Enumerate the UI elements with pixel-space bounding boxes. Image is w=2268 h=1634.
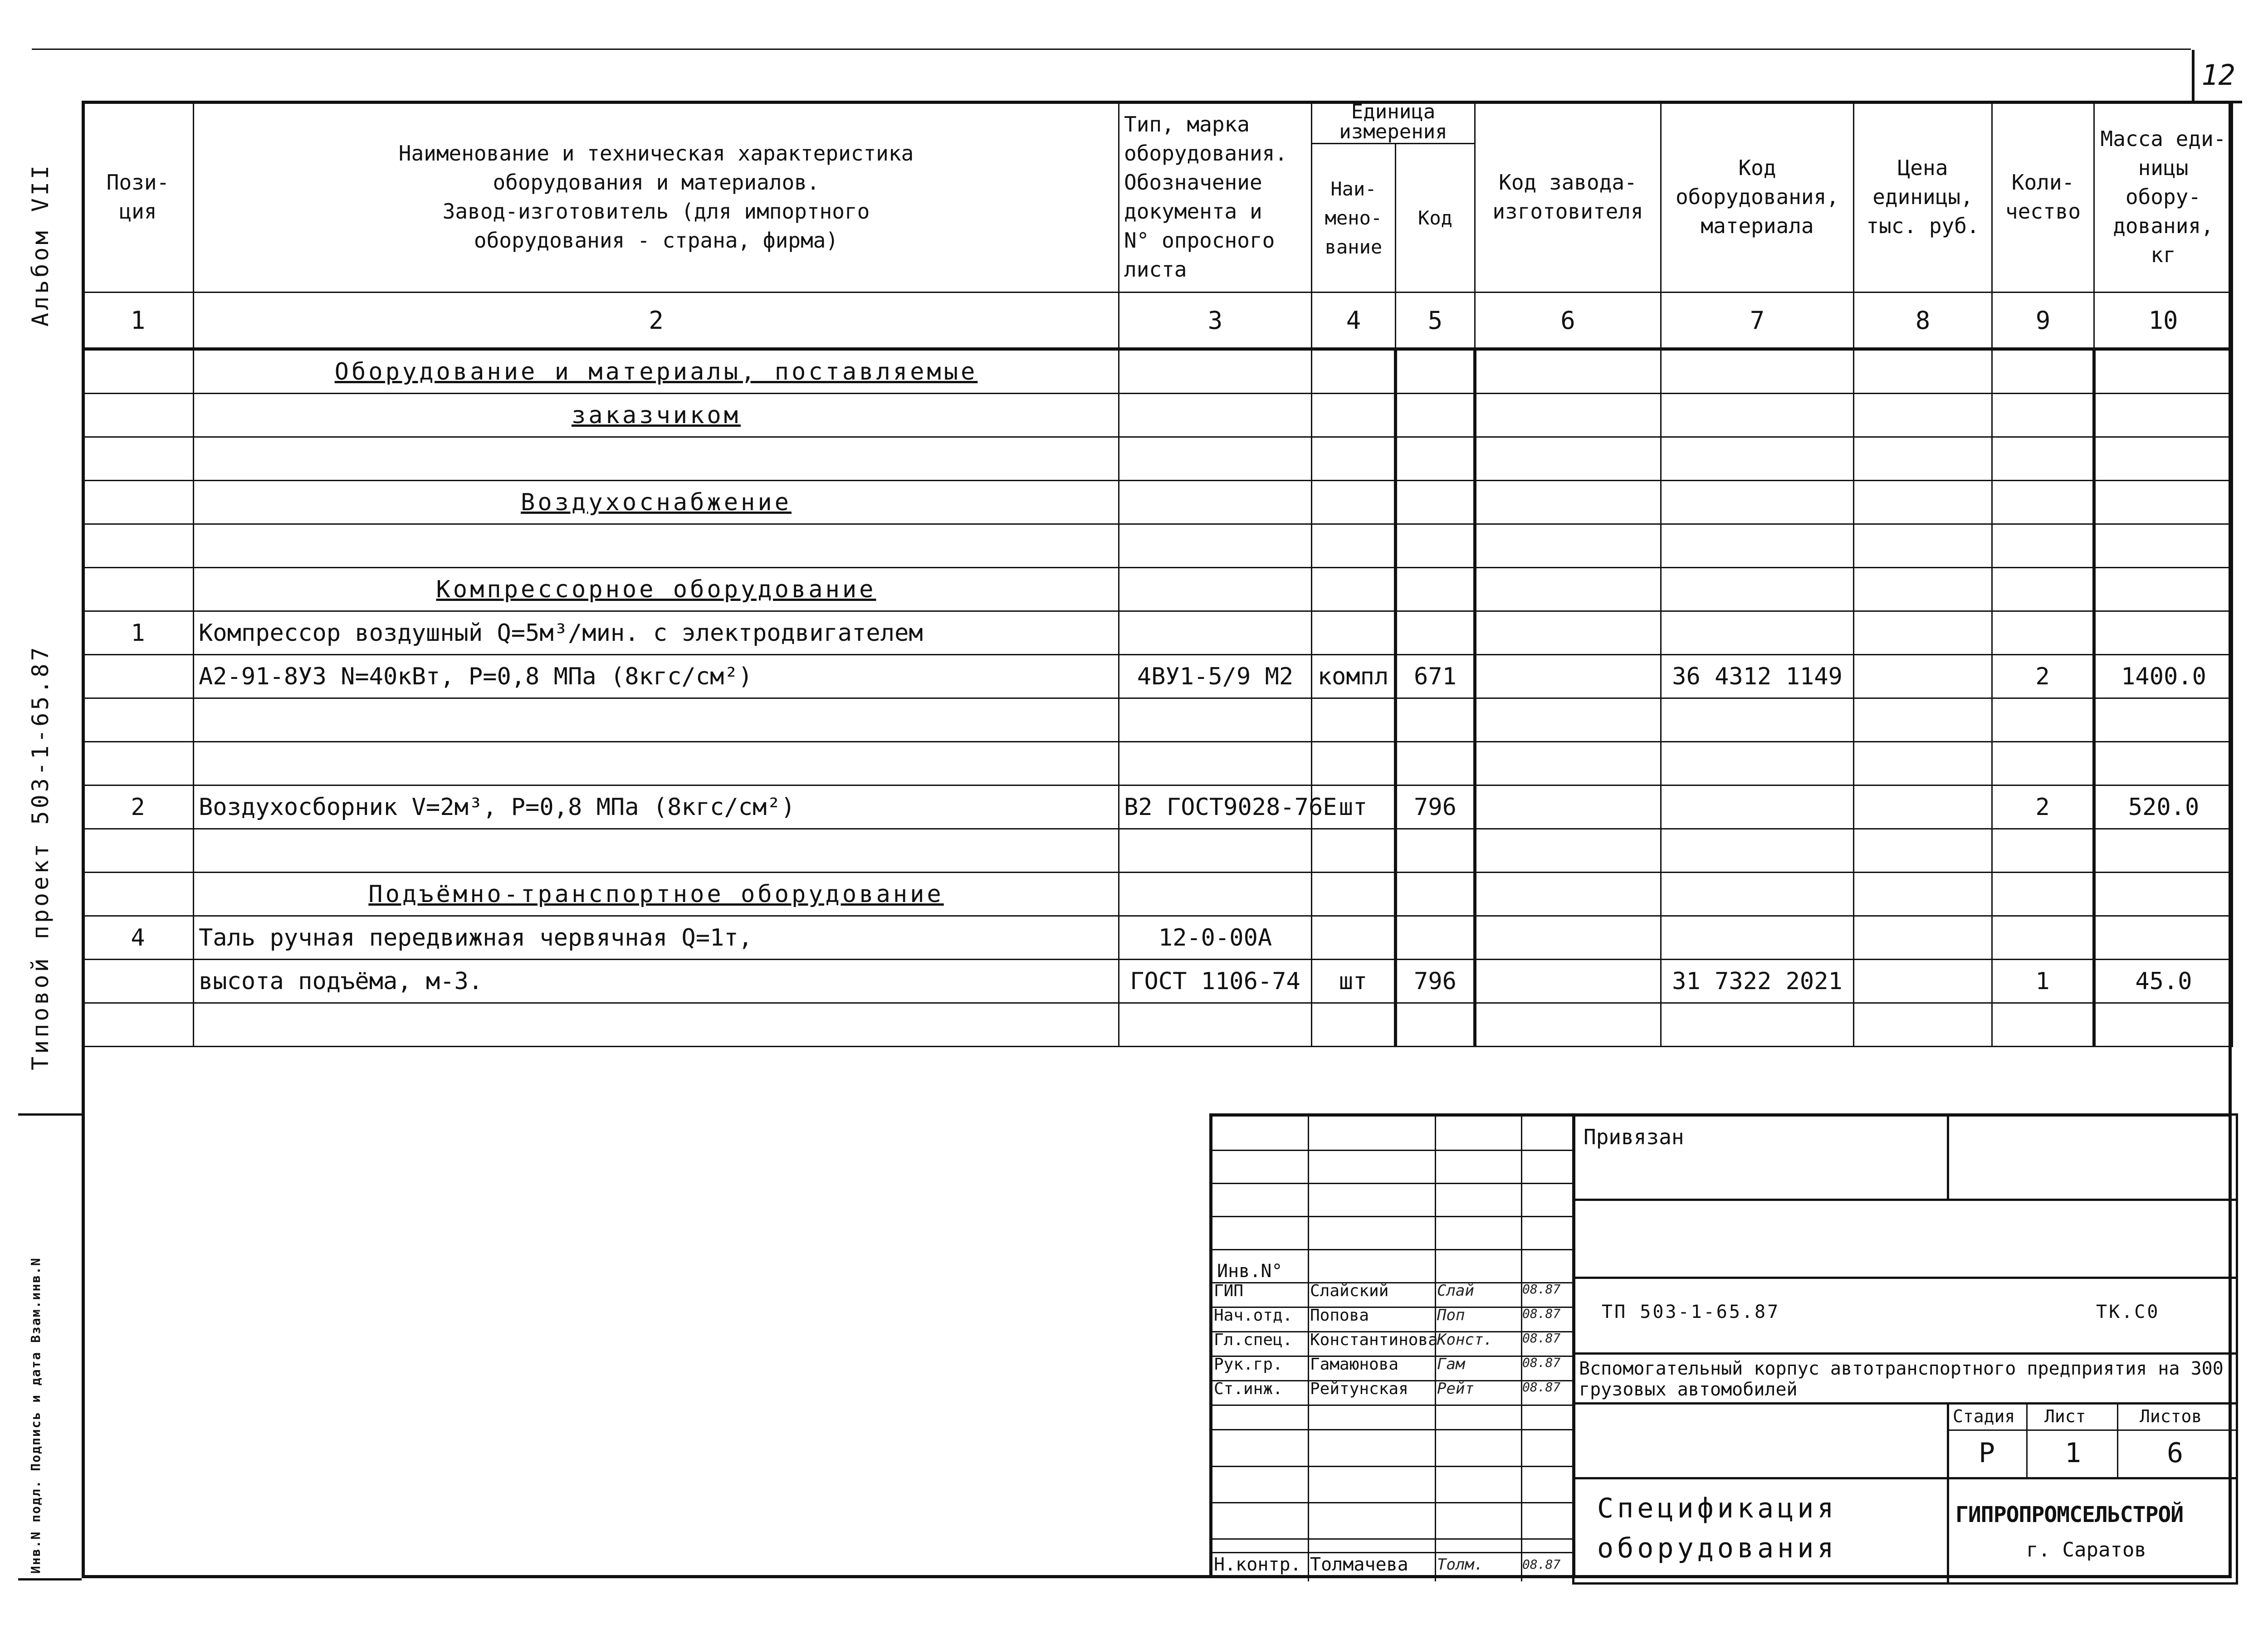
table-row — [83, 742, 2233, 785]
table-cell — [1475, 829, 1661, 873]
table-cell — [1396, 829, 1475, 873]
title-block — [1209, 1113, 2232, 1578]
signature-name: Константинова — [1310, 1331, 1438, 1349]
doc-code: ТП 503-1-65.87 — [1602, 1302, 1780, 1322]
table-cell — [1661, 437, 1854, 481]
signature-name: Гамаюнова — [1310, 1355, 1399, 1374]
signature-name: Попова — [1310, 1306, 1369, 1325]
cell-equipment-code: 36 4312 1149 — [1661, 655, 1854, 698]
table-cell — [83, 873, 194, 916]
doc-mark: ТК.С0 — [2096, 1302, 2160, 1322]
table-cell — [194, 1003, 1119, 1047]
table-row — [83, 349, 2233, 394]
inventory-label: Инв.N° — [1217, 1261, 1286, 1282]
sheet-value: 1 — [2065, 1437, 2082, 1469]
table-cell — [1312, 568, 1396, 611]
doc-code-cell — [1572, 1277, 2238, 1355]
header-unit — [1312, 102, 1475, 293]
table-cell — [1396, 568, 1475, 611]
table-cell — [1854, 1003, 1992, 1047]
cell-factory-code — [1475, 611, 1661, 655]
header-type-mark: Тип, марка оборудования. Обозначение документа и N° опросного листа — [1119, 102, 1312, 293]
cell-mass: 520.0 — [2094, 785, 2233, 829]
norm-control-date: 08.87 — [1522, 1557, 1561, 1572]
table-cell — [1396, 742, 1475, 785]
signature-date: 08.87 — [1522, 1282, 1561, 1297]
cell-price — [1854, 785, 1992, 829]
table-cell — [2094, 873, 2233, 916]
table-cell — [1312, 873, 1396, 916]
header-unit-name: Наи- мено- вание — [1312, 144, 1396, 292]
table-cell — [1119, 742, 1312, 785]
cell-factory-code — [1475, 785, 1661, 829]
table-cell — [194, 698, 1119, 742]
cell-name: Таль ручная передвижная червячная Q=1т, — [194, 916, 1119, 960]
cell-quantity: 2 — [1992, 785, 2094, 829]
table-cell — [1854, 829, 1992, 873]
cell-position: 1 — [83, 611, 194, 655]
table-cell — [1854, 698, 1992, 742]
norm-control-signature: Толм. — [1437, 1556, 1484, 1574]
cell-equipment-code — [1661, 785, 1854, 829]
table-cell — [1396, 698, 1475, 742]
table-cell — [1312, 349, 1396, 394]
table-cell — [1992, 394, 2094, 437]
column-number: 5 — [1396, 293, 1475, 349]
table-cell — [194, 437, 1119, 481]
table-cell — [1119, 394, 1312, 437]
cell-quantity — [1992, 611, 2094, 655]
table-cell — [1854, 394, 1992, 437]
section-heading: Компрессорное оборудование — [194, 568, 1119, 611]
margin-rule — [18, 1578, 82, 1580]
table-cell — [1475, 524, 1661, 568]
table-cell — [1312, 394, 1396, 437]
column-number: 3 — [1119, 293, 1312, 349]
table-cell — [1992, 524, 2094, 568]
signature-role: Рук.гр. — [1214, 1355, 1283, 1374]
signature-role: Гл.спец. — [1214, 1331, 1293, 1349]
table-row — [83, 568, 2233, 611]
table-cell — [1854, 873, 1992, 916]
doc-title: Спецификация оборудования — [1597, 1493, 1838, 1564]
signature-date: 08.87 — [1522, 1355, 1561, 1370]
signature-date: 08.87 — [1522, 1306, 1561, 1321]
cell-unit — [1312, 916, 1396, 960]
signature-role: Нач.отд. — [1214, 1306, 1293, 1325]
table-row — [83, 785, 2233, 829]
table-cell — [2094, 524, 2233, 568]
table-row — [83, 916, 2233, 960]
cell-type-mark: 4ВУ1-5/9 М2 — [1119, 655, 1312, 698]
cell-position — [83, 960, 194, 1003]
table-cell — [1119, 481, 1312, 524]
sheet-number: 12 — [2192, 50, 2242, 103]
table-cell — [1992, 437, 2094, 481]
cell-type-mark: В2 ГОСТ9028-76Е — [1119, 785, 1312, 829]
object-title: Вспомогательный корпус автотранспортного предприятия на 300 грузовых автомобилей — [1579, 1358, 2224, 1400]
organization-city: г. Саратов — [2026, 1538, 2146, 1561]
table-cell — [83, 568, 194, 611]
organization-name: ГИПРОПРОМСЕЛЬСТРОЙ — [1955, 1502, 2184, 1527]
table-cell — [83, 349, 194, 394]
column-number: 8 — [1854, 293, 1992, 349]
signature-mark: Рейт — [1437, 1380, 1474, 1398]
column-number: 1 — [83, 293, 194, 349]
table-cell — [1312, 481, 1396, 524]
doc-title-cell — [1572, 1477, 1949, 1585]
margin-rule — [18, 1113, 82, 1116]
table-row — [83, 481, 2233, 524]
table-row — [83, 394, 2233, 437]
table-cell — [1854, 349, 1992, 394]
sheets-value: 6 — [2167, 1437, 2184, 1469]
cell-factory-code — [1475, 655, 1661, 698]
table-cell — [1119, 437, 1312, 481]
norm-control-role: Н.контр. — [1214, 1554, 1301, 1575]
table-cell — [1312, 437, 1396, 481]
signature-role: ГИП — [1214, 1282, 1244, 1300]
table-row — [83, 524, 2233, 568]
table-cell — [1119, 698, 1312, 742]
album-label: Альбом VII — [27, 162, 54, 327]
table-cell — [1119, 568, 1312, 611]
norm-control-name: Толмачева — [1310, 1554, 1408, 1575]
table-cell — [1661, 829, 1854, 873]
sheets-label: Листов — [2140, 1406, 2202, 1426]
section-heading: Оборудование и материалы, поставляемые — [194, 349, 1119, 394]
table-row — [83, 437, 2233, 481]
column-number: 10 — [2094, 293, 2233, 349]
table-row — [83, 1003, 2233, 1047]
table-cell — [1661, 524, 1854, 568]
column-number: 6 — [1475, 293, 1661, 349]
column-number: 9 — [1992, 293, 2094, 349]
table-row — [83, 829, 2233, 873]
cell-price — [1854, 960, 1992, 1003]
table-cell — [1661, 1003, 1854, 1047]
table-cell — [1312, 1003, 1396, 1047]
table-cell — [1396, 1003, 1475, 1047]
section-heading: заказчиком — [194, 394, 1119, 437]
cell-unit-code — [1396, 611, 1475, 655]
cell-type-mark: ГОСТ 1106-74 — [1119, 960, 1312, 1003]
table-cell — [83, 698, 194, 742]
table-cell — [1661, 394, 1854, 437]
cell-name: высота подъёма, м-3. — [194, 960, 1119, 1003]
signature-mark: Конст. — [1437, 1331, 1493, 1349]
signature-date: 08.87 — [1522, 1380, 1561, 1395]
table-cell — [1312, 524, 1396, 568]
blank-cell — [1572, 1402, 1949, 1479]
table-cell — [1119, 829, 1312, 873]
table-cell — [2094, 829, 2233, 873]
header-quantity: Коли- чество — [1992, 102, 2094, 293]
cell-price — [1854, 916, 1992, 960]
table-cell — [1661, 481, 1854, 524]
header-factory-code: Код завода- изготовителя — [1475, 102, 1661, 293]
table-cell — [194, 829, 1119, 873]
table-cell — [1475, 698, 1661, 742]
specification-table — [82, 101, 2233, 1047]
cell-factory-code — [1475, 916, 1661, 960]
table-cell — [1854, 437, 1992, 481]
cell-unit — [1312, 611, 1396, 655]
table-cell — [1661, 698, 1854, 742]
privyazan-label: Привязан — [1584, 1125, 1684, 1149]
table-cell — [1661, 349, 1854, 394]
cell-quantity: 1 — [1992, 960, 2094, 1003]
stage-value: Р — [1979, 1437, 1995, 1469]
table-cell — [1475, 394, 1661, 437]
column-number: 7 — [1661, 293, 1854, 349]
table-cell — [1854, 568, 1992, 611]
column-numbers-row — [83, 293, 2233, 349]
cell-unit: шт — [1312, 785, 1396, 829]
cell-factory-code — [1475, 960, 1661, 1003]
cell-mass — [2094, 916, 2233, 960]
header-mass: Масса еди- ницы обору- дования, кг — [2094, 102, 2233, 293]
table-cell — [2094, 1003, 2233, 1047]
table-cell — [1119, 1003, 1312, 1047]
table-cell — [2094, 568, 2233, 611]
table-cell — [1119, 873, 1312, 916]
cell-position: 4 — [83, 916, 194, 960]
table-cell — [1396, 873, 1475, 916]
blank-cell — [1572, 1199, 2238, 1279]
table-cell — [1475, 1003, 1661, 1047]
cell-mass — [2094, 611, 2233, 655]
table-cell — [83, 829, 194, 873]
table-cell — [1475, 481, 1661, 524]
signature-name: Слайский — [1310, 1282, 1389, 1300]
signature-date: 08.87 — [1522, 1331, 1561, 1346]
table-cell — [1661, 873, 1854, 916]
table-row — [83, 611, 2233, 655]
table-cell — [2094, 742, 2233, 785]
cell-position: 2 — [83, 785, 194, 829]
table-cell — [1475, 349, 1661, 394]
table-cell — [83, 1003, 194, 1047]
cell-unit-code — [1396, 916, 1475, 960]
table-cell — [1992, 873, 2094, 916]
stage-label: Стадия — [1953, 1406, 2015, 1426]
table-cell — [2094, 698, 2233, 742]
table-cell — [1396, 481, 1475, 524]
object-title-cell — [1572, 1352, 2238, 1405]
table-cell — [2094, 481, 2233, 524]
margin-footer-labels: Инв.N подл. Подпись и дата Взам.инв.N — [28, 1257, 43, 1574]
table-cell — [1475, 742, 1661, 785]
cell-name: А2-91-8У3 N=40кВт, P=0,8 МПа (8кгс/см²) — [194, 655, 1119, 698]
header-equipment-code: Код оборудования, материала — [1661, 102, 1854, 293]
table-row — [83, 698, 2233, 742]
cell-position — [83, 655, 194, 698]
cell-unit: шт — [1312, 960, 1396, 1003]
table-cell — [1119, 349, 1312, 394]
title-block-main — [1572, 1113, 2232, 1578]
cell-equipment-code — [1661, 611, 1854, 655]
table-cell — [1661, 742, 1854, 785]
table-cell — [1475, 873, 1661, 916]
cell-quantity: 2 — [1992, 655, 2094, 698]
table-cell — [1396, 437, 1475, 481]
table-cell — [1854, 481, 1992, 524]
table-cell — [1396, 524, 1475, 568]
cell-name: Воздухосборник V=2м³, P=0,8 МПа (8кгс/см²) — [194, 785, 1119, 829]
cell-equipment-code: 31 7322 2021 — [1661, 960, 1854, 1003]
table-cell — [1992, 742, 2094, 785]
header-position: Пози- ция — [83, 102, 194, 293]
table-row — [83, 655, 2233, 698]
table-cell — [194, 742, 1119, 785]
header-unit-code: Код — [1418, 206, 1452, 229]
project-label: Типовой проект 503-1-65.87 — [27, 644, 54, 1070]
table-cell — [83, 524, 194, 568]
signature-mark: Поп — [1437, 1306, 1465, 1324]
signature-mark: Слай — [1437, 1282, 1474, 1300]
table-cell — [194, 524, 1119, 568]
column-number: 4 — [1312, 293, 1396, 349]
table-cell — [1396, 394, 1475, 437]
section-heading: Воздухоснабжение — [194, 481, 1119, 524]
table-cell — [1854, 742, 1992, 785]
table-cell — [1661, 568, 1854, 611]
table-cell — [83, 742, 194, 785]
header-price: Цена единицы, тыс. руб. — [1854, 102, 1992, 293]
privyazan-cell — [1572, 1113, 1949, 1201]
cell-equipment-code — [1661, 916, 1854, 960]
table-cell — [1992, 481, 2094, 524]
cell-mass: 45.0 — [2094, 960, 2233, 1003]
table-cell — [83, 394, 194, 437]
signature-role: Ст.инж. — [1214, 1380, 1283, 1398]
cell-unit-code: 796 — [1396, 785, 1475, 829]
table-row — [83, 960, 2233, 1003]
top-trim-line — [32, 49, 2191, 50]
table-cell — [1396, 349, 1475, 394]
table-cell — [1854, 524, 1992, 568]
cell-mass: 1400.0 — [2094, 655, 2233, 698]
table-cell — [1312, 829, 1396, 873]
table-cell — [1992, 568, 2094, 611]
table-cell — [1992, 829, 2094, 873]
privyazan-blank — [1947, 1113, 2238, 1201]
cell-unit-code: 796 — [1396, 960, 1475, 1003]
cell-quantity — [1992, 916, 2094, 960]
header-name: Наименование и техническая характеристика оборудования и материалов. Завод-изготовитель (для импортного оборудования - страна, фирма) — [194, 102, 1119, 293]
cell-name: Компрессор воздушный Q=5м³/мин. с электродвигателем — [194, 611, 1119, 655]
cell-price — [1854, 611, 1992, 655]
table-row — [83, 873, 2233, 916]
table-cell — [1992, 698, 2094, 742]
section-heading: Подъёмно-транспортное оборудование — [194, 873, 1119, 916]
cell-type-mark: 12-0-00А — [1119, 916, 1312, 960]
table-cell — [1992, 1003, 2094, 1047]
cell-type-mark — [1119, 611, 1312, 655]
table-cell — [2094, 394, 2233, 437]
table-cell — [83, 437, 194, 481]
column-number: 2 — [194, 293, 1119, 349]
signature-mark: Гам — [1437, 1355, 1465, 1373]
header-row — [83, 102, 2233, 293]
table-cell — [2094, 437, 2233, 481]
organization-cell — [1947, 1477, 2238, 1585]
table-cell — [1312, 742, 1396, 785]
table-cell — [1312, 698, 1396, 742]
stage-table — [1947, 1402, 2238, 1479]
table-cell — [83, 481, 194, 524]
table-cell — [1992, 349, 2094, 394]
table-cell — [1475, 568, 1661, 611]
cell-unit: компл — [1312, 655, 1396, 698]
sheet-label: Лист — [2044, 1406, 2086, 1426]
table-cell — [2094, 349, 2233, 394]
table-cell — [1119, 524, 1312, 568]
table-cell — [1475, 437, 1661, 481]
signature-name: Рейтунская — [1310, 1380, 1408, 1398]
header-unit-title: Единица измерения — [1312, 102, 1474, 144]
cell-price — [1854, 655, 1992, 698]
cell-unit-code: 671 — [1396, 655, 1475, 698]
